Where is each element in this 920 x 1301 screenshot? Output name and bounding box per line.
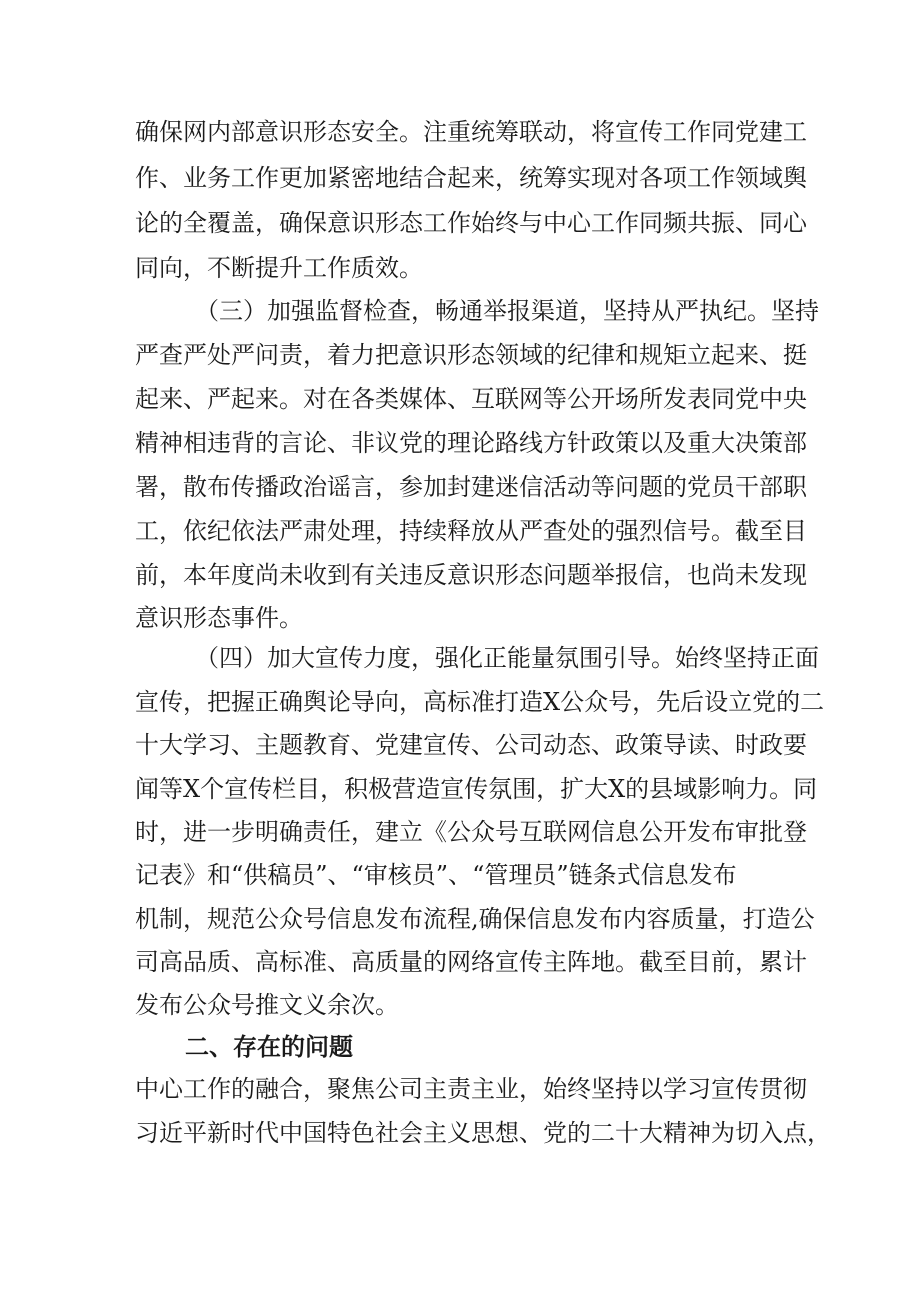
section-heading-issues: 二、存在的问题 [185,1033,353,1061]
body-text-line: 时，进一步明确责任，建立《公众号互联网信息公开发布审批登 [135,818,807,846]
body-text-line: 十大学习、主题教育、党建宣传、公司动态、政策导读、时政要 [135,731,807,759]
body-text-line: 论的全覆盖，确保意识形态工作始终与中心工作同频共振、同心 [135,209,807,237]
body-text-line: 宣传，把握正确舆论导向，高标准打造X公众号，先后设立党的二 [135,688,825,716]
body-text-line: 发布公众号推文义余次。 [135,991,399,1019]
body-text-line: 前，本年度尚未收到有关违反意识形态问题举报信，也尚未发现 [135,561,807,589]
body-text-line: 署，散布传播政治谣言，参加封建迷信活动等问题的党员干部职 [135,473,807,501]
body-text-line: 工，依纪依法严肃处理，持续释放从严查处的强烈信号。截至目 [135,517,807,545]
body-text-line: 机制，规范公众号信息发布流程,确保信息发布内容质量，打造公 [135,905,815,933]
body-text-line: 闻等X个宣传栏目，积极营造宣传氛围，扩大X的县域影响力。同 [135,775,818,803]
body-text-line: 起来、严起来。对在各类媒体、互联网等公开场所发表同党中央 [135,385,807,413]
body-text-line: 记表》和“供稿员”、“审核员”、“管理员”链条式信息发布 [135,861,737,889]
body-text-line: 精神相违背的言论、非议党的理论路线方针政策以及重大决策部 [135,429,807,457]
body-text-line: 中心工作的融合，聚焦公司主责主业，始终坚持以学习宣传贯彻 [135,1075,807,1103]
body-text-line: 严查严处严问责，着力把意识形态领域的纪律和规矩立起来、挺 [135,341,807,369]
body-text-line: 确保网内部意识形态安全。注重统筹联动，将宣传工作同党建工 [135,118,807,146]
body-text-line: 作、业务工作更加紧密地结合起来，统筹实现对各项工作领域舆 [135,164,807,192]
body-text-line: 习近平新时代中国特色社会主义思想、党的二十大精神为切入点， [135,1119,831,1147]
body-text-line: 意识形态事件。 [135,604,303,632]
body-text-line: 同向，不断提升工作质效。 [135,254,423,282]
section-four-lead-line: （四）加大宣传力度，强化正能量氛围引导。始终坚持正面 [195,644,819,672]
body-text-line: 司高品质、高标准、高质量的网络宣传主阵地。截至目前，累计 [135,948,807,976]
section-three-lead-line: （三）加强监督检查，畅通举报渠道，坚持从严执纪。坚持 [195,297,819,325]
